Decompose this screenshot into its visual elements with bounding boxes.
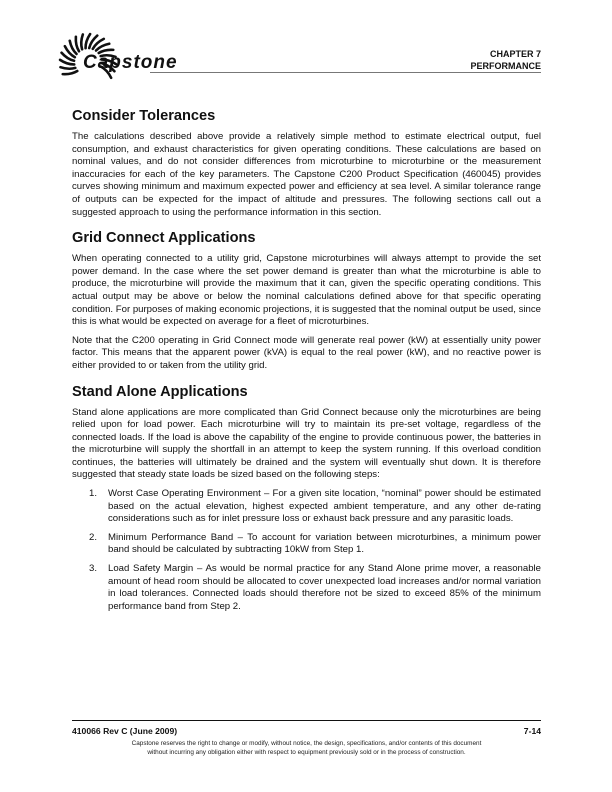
list-text: Worst Case Operating Environment – For a given site location, “nominal” power should be estimated based on the actual elevation, highest expected ambient temperature, and any other de-rating considerations such as for inlet pressure loss or exhaust back pressure and any parasitic loads. [108,488,541,525]
footer-rule [72,720,541,721]
list-item [72,488,541,526]
logo-text: Capstone [83,52,178,73]
page-content [72,107,541,619]
logo-blade [60,67,75,69]
paragraph: Stand alone applications are more complicated than Grid Connect because only the microturbines are being relied upon for load power. Each microturbine will try to maintain its pre-set voltage, regardless of the connected loads. If the load is above the capability of the engine to provide continuous power, the batteries in the microturbine will supply the shortfall in an attempt to keep the system running. If this overload condition continues, the batteries will ultimately be drained and the system will eventually shut down. It is therefore suggested that steady state loads be sized based on the following steps: [72,406,541,481]
logo-blade [76,37,79,52]
document-id: 410066 Rev C (June 2009) [72,726,178,736]
disclaimer-line: without incurring any obligation either with respect to equipment previously sold or in the process of construction. [147,749,466,756]
list-text: Minimum Performance Band – To account for variation between microturbines, a minimum power band should be calculated by subtracting 10kW from Step 1. [108,531,541,556]
list-number: 1. [89,488,98,500]
section-heading: Stand Alone Applications [72,383,248,400]
list-number: 2. [89,531,98,543]
section-grid-connect [72,229,541,372]
section-heading: Grid Connect Applications [72,230,256,247]
disclaimer-line: Capstone reserves the right to change or modify, without notice, the design, specifications, and/or contents of this document [131,740,482,747]
chapter-title: PERFORMANCE [470,61,541,71]
paragraph: The calculations described above provide a relatively simple method to estimate electrical output, fuel consumption, and exhaust characteristics for given operating conditions. These calculations are based on nominal values, and do not consider differences from microturbine to microturbine or the measurement inaccuracies for each of the key parameters. The Capstone C200 Product Specification (460045) provides curves showing minimum and maximum expected power and efficiency at sea level. A similar tolerance range of outputs can be expected for the impact of altitude and pressures. The following sections call out a suggested approach to using the performance information in this section. [72,131,541,218]
list-text: Load Safety Margin – As would be normal practice for any Stand Alone prime mover, a reasonable amount of head room should be allocated to cover unexpected load increases and/or normal variation in load tolerances. Connected loads should therefore not be sized to exceed 85% of the minimum performance band from Step 2. [108,563,541,612]
section-consider-tolerances [72,107,541,219]
page-number: 7-14 [523,726,541,736]
footer-disclaimer [72,739,541,757]
list-item [72,532,541,557]
chapter-number: CHAPTER 7 [489,49,541,59]
chapter-heading [470,48,541,72]
section-stand-alone [72,383,541,614]
paragraph: When operating connected to a utility grid, Capstone microturbines will always attempt to provide the set power demand. In the case where the set power demand is greater than what the microturbine is able to produce, the microturbine will provide the maximum that it can, given the specific operating conditions. This actual output may be above or below the nominal calculations defined above for that specific operating condition. For purposes of making economic projections, it is suggested that the nominal output be used, since this is what would be expected on average for a fleet of microturbines. [72,253,541,328]
steps-list [72,488,541,613]
logo-blade [63,71,78,74]
header-rule [150,72,541,73]
list-number: 3. [89,563,98,575]
section-heading: Consider Tolerances [72,108,216,124]
paragraph: Note that the C200 operating in Grid Connect mode will generate real power (kW) at essentially unity power factor. This means that the apparent power (kVA) is equal to the real power (kW), and no reactive power is either provided to or taken from the utility grid. [72,334,541,371]
logo-blade [81,34,83,49]
list-item [72,563,541,613]
